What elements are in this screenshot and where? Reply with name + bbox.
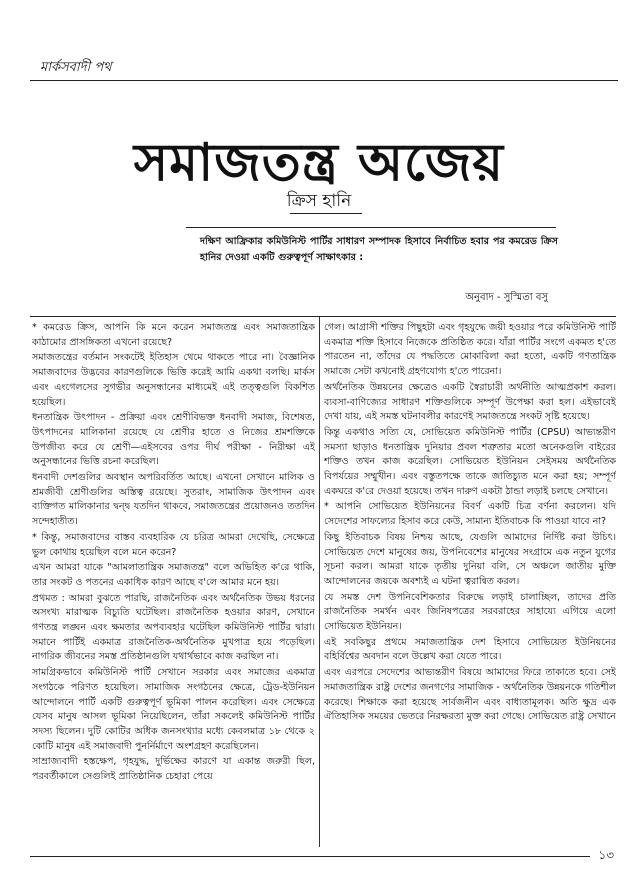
paragraph: * কিন্তু, সমাজবাদের বাস্তব ব্যবহারিক যে চরিত্র আমরা দেখেছি, সেক্ষেত্রে ভুল কোথায় হয়েছিল বলে মনে করেন? — [32, 531, 315, 558]
paragraph: ধনবাদী দেশগুলির অবস্থান অপরিবর্তিত আছে। এখনো সেখানে মালিক ও শ্রমজীবী শ্রেণীগুলির অস্তিত্ব রয়েছে। সুতরাং, সামাজিক উৎপাদন এবং ব্যক্তিগত মালিকানার দ্বন্দ্ব যতদিন থাকবে, সমাজতন্ত্রের প্রয়োজনও ততদিন সন্দেহাতীত। — [32, 472, 315, 528]
paragraph: সাম্রাজ্যবাদী হস্তক্ষেপ, গৃহযুদ্ধ, দুর্ভিক্ষের কারণে যা একান্ত জরুরী ছিল, পরবর্তীকালে সেগুলিই প্রাতিষ্ঠানিক চেহারা পেয়ে — [32, 756, 315, 783]
paragraph: প্রথমত : আমরা বুঝতে পারছি, রাজনৈতিক এবং অর্থনৈতিক উভয় ধরনের অসংখ্য মারাত্মক বিচ্যুতি ঘটেছিল। রাজনৈতিক হওয়ার কারণ, সেখানে গণতন্ত্র লঙ্ঘন এবং ক্ষমতার অপব্যবহার ঘটেছিল কমিউনিস্ট পার্টির দ্বারা। সমানে পার্টিই একমাত্র রাজনৈতিক-অর্থনৈতিক মুখপাত্র হয়ে পড়েছিল। নাগরিক জীবনের সমস্ত প্রতিষ্ঠানগুলি যথার্থভাবে কাজ করছিল না। — [32, 592, 315, 663]
page-number: ১৩ — [598, 848, 614, 862]
intro-text: দক্ষিণ আফ্রিকার কমিউনিস্ট পার্টির সাধারণ সম্পাদক হিসাবে নির্বাচিত হবার পর কমরেড ক্রিস হানির দেওয়া একটি গুরুত্বপূর্ণ সাক্ষাৎকার : — [200, 236, 558, 263]
paragraph: যে সমস্ত দেশ উপনিবেশিকতার বিরুদ্ধে লড়াই চালাচ্ছিল, তাদের প্রতি রাজনৈতিক সমর্থন এবং জিনিষপত্রের সরবরাহের সাহায্যে এগিয়ে এলো সোভিয়েত ইউনিয়ন। — [324, 591, 616, 633]
right-column — [324, 321, 616, 847]
article-body — [30, 316, 616, 847]
author-name: ক্রিস হানি — [286, 191, 352, 211]
paragraph: সামগ্রিকভাবে কমিউনিস্ট পার্টি সেখানে সরকার এবং সমাজের একমাত্র সংগঠকে পরিণত হয়েছিল। সামাজিক সংগঠনের ক্ষেত্রে, ট্রেড-ইউনিয়ন আন্দোলনে পার্টি একটি গুরুত্বপূর্ণ ভূমিকা পালন করেছিল। এবং সেক্ষেত্রে যেসব মানুষ আসল ভূমিকা নিয়েছিলেন, তাঁরা সকলেই কমিউনিস্ট পার্টির সদস্য ছিলেন। দুটি কোটির অধিক জনসংখ্যার মধ্যে কেবলমাত্র ১৮ থেকে ২ কোটি মানুষ এই সমাজবাদী পুনর্নির্মাণে অংশগ্রহণ করেছিলেন। — [32, 667, 315, 752]
intro-rule — [186, 227, 556, 228]
footer-rule — [30, 856, 590, 857]
paragraph: কিন্তু একথাও সত্যি যে, সোভিয়েত কমিউনিস্ট পার্টির (CPSU) আভ্যন্তরীণ সমস্যা ছাড়াও ধনতান্ত্রিক দুনিয়ার প্রবল শত্রুতার মতো অনেকগুলি বাইরের শক্তিও তখন কাজ করেছিল। সোভিয়েত ইউনিয়ন সেইসময় অর্থনৈতিক বিপর্যয়ের সম্মুখীন। এবং বস্তুতপক্ষে তাকে জাতিচ্যুত মনে করা হয়; সম্পূর্ণ একঘরে ক'রে দেওয়া হয়েছে। তখন দারুণ একটা ঠান্ডা লড়াই চলছে সেখানে। — [324, 426, 616, 497]
left-column — [32, 321, 315, 847]
running-header: মার্কসবাদী পথ — [40, 60, 112, 75]
paragraph: সমাজতন্ত্রের বর্তমান সংকটেই ইতিহাস থেমে থাকতে পারে না। বৈজ্ঞানিক সমাজবাদের উদ্ভবের কারণগুলিকে ভিত্তি করেই আমি একথা বলছি। মার্কস এবং এংগেলসের সুগভীর অনুসন্ধানের মাধ্যমেই এই তত্ত্বগুলি বিকশিত হয়েছিল। — [32, 352, 315, 408]
paragraph: ধনতান্ত্রিক উৎপাদন - প্রক্রিয়া এবং শ্রেণীবিভক্ত ধনবাদী সমাজ, বিশেষত, উৎপাদনের মালিকানা রয়েছে যে শ্রেণীর হাতে ও নিজের শ্রমশক্তিকে উপজীব্য করে যে শ্রেণী—এইসবের ওপর দীর্ঘ পরীক্ষা - নিরীক্ষা এই অনুসন্ধানের ভিত্তি রচনা করেছিল। — [32, 412, 315, 468]
paragraph: গেল। আগ্রাসী শক্তির পিছুহটা এবং গৃহযুদ্ধে জয়ী হওয়ার পরে কমিউনিস্ট পার্টি একমাত্র শক্তি হিসাবে নিজেকে প্রতিষ্ঠিত করে। যাঁরা পার্টির সংগে একমত হ'তে পারতেন না, তাঁদের যে পদ্ধতিতে মোকাবিলা করা হতো, একটি গণতান্ত্রিক সমাজে সেটা কখনোই গ্রহণযোগ্য হ'তে পারেনা। — [324, 322, 616, 378]
author-underline — [290, 213, 362, 214]
paragraph: এবং এরপরে সেদেশের আভ্যন্তরীণ বিষয়ে আমাদের ফিরে তাকাতে হবে। সেই সমাজতান্ত্রিক রাষ্ট্র দেশের জনগণের সামাজিক - অর্থনৈতিক উন্নয়নকে গতিশীল করেছে। শিক্ষাকে করা হয়েছে সার্বজনীন এবং বাধ্যতামূলক। অতি ক্ষুদ্র এক ঐতিহাসিক সময়ের ভেতরে নিরক্ষরতা মুক্ত করা গেছে। সোভিয়েত রাষ্ট্র সেখানে — [324, 667, 616, 723]
paragraph: কিছু ইতিবাচক বিষয় নিশ্চয় আছে, যেগুলি আমাদের নির্দিষ্ট করা উচিৎ। সোভিয়েত দেশে মানুষের জয়, উপনিবেশের মানুষের সংগ্রামে এক নতুন যুগের সূচনা করল। আমরা যাকে তৃতীয় দুনিয়া বলি, সে অঞ্চলে জাতীয় মুক্তি আন্দোলনের জয়কে অবশ্যই এ ঘটনা ত্বরান্বিত করল। — [324, 531, 616, 587]
paragraph: * কমরেড ক্রিস, আপনি কি মনে করেন সমাজতন্ত্র এবং সমাজতান্ত্রিক কাঠামোর প্রাসঙ্গিকতা এখনো রয়েছে? — [32, 322, 315, 348]
column-divider — [319, 317, 320, 847]
header-rule — [30, 80, 618, 81]
paragraph: এখন আমরা যাকে "আমলাতান্ত্রিক সমাজতন্ত্র" বলে অভিহিত ক'রে থাকি, তার সংকট ও পতনের একাধিক কারণ আছে ব'লে আমার মনে হয়। — [32, 562, 315, 588]
translator-credit: অনুবাদ - সুস্মিতা বসু — [465, 292, 548, 303]
article-title: সমাজতন্ত্র অজেয় — [133, 132, 505, 193]
paragraph: * আপনি সোভিয়েত ইউনিয়নের বিবর্ণ একটি চিত্র বর্ণনা করলেন। যদি সেদেশের সাফল্যের হিসাব করে কেউ, সামান্য ইতিবাচক কি পাওয়া যাবে না? — [324, 501, 616, 528]
paragraph: অর্থনৈতিক উন্নয়নের ক্ষেত্রেও একটি স্বৈরাচারী অর্থনীতি আত্মপ্রকাশ করল। ব্যবসা-বাণিজ্যের সাধারণ শক্তিগুলিকে সম্পূর্ণ উপেক্ষা করা হল। এইভাবেই দেখা যায়, এই সমস্ত ঘটনাবলীর কারণেই সমাজতন্ত্রে সংকট সৃষ্টি হয়েছে। — [324, 381, 616, 423]
paragraph: এই সবকিছুর প্রথমে সমাজতান্ত্রিক দেশ হিসাবে সোভিয়েত ইউনিয়নের বহির্বিশ্বের অবদান বলে উল্লেখ করা যেতে পারে। — [324, 636, 616, 663]
